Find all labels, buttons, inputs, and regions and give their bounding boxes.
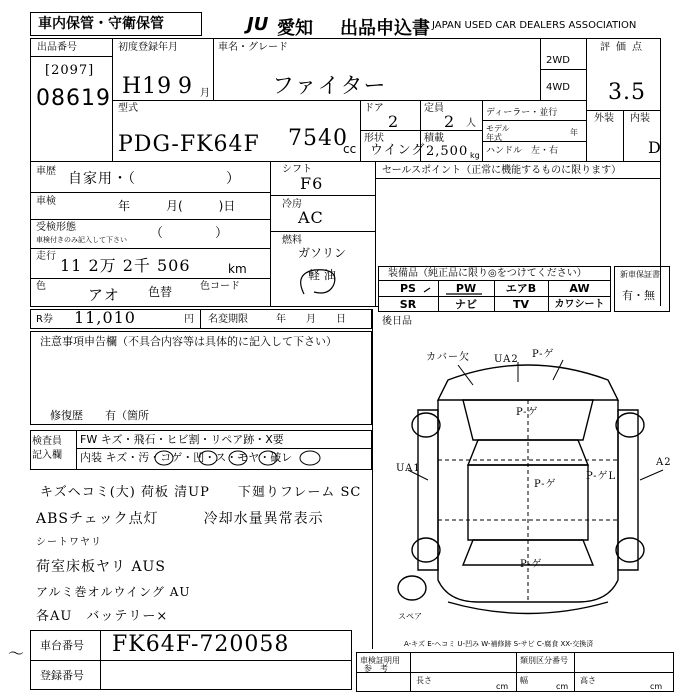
lot-label: 出品番号 xyxy=(37,42,77,53)
annotation-pg-2: P-ゲ xyxy=(516,407,539,418)
front-outline xyxy=(438,365,618,400)
displacement-value: 7540 xyxy=(288,126,348,151)
form-title: 出品申込書 xyxy=(340,18,430,39)
wheel-rear-left xyxy=(412,538,440,562)
rule xyxy=(30,248,270,249)
interior-value: D xyxy=(648,138,662,157)
annotation-pg-1: P-ゲ xyxy=(532,349,555,360)
fuel-circle-mark xyxy=(284,264,374,304)
lot-number: 08619 xyxy=(36,86,111,111)
equipment-label: 装備品（純正品に限り◎をつけてください） xyxy=(388,268,587,279)
rule xyxy=(30,219,270,220)
note-line-1: キズヘコミ(大) 荷板 清UP 下廻りフレーム SC xyxy=(40,485,362,500)
model-value: PDG-FK64F xyxy=(118,132,260,157)
name-grade-value: ファイター xyxy=(272,74,387,99)
equip-ps: PS xyxy=(400,282,416,295)
note-line-3: シートワヤリ xyxy=(36,537,102,548)
interior-row: 内装 キズ・汚・コゲ・凹・ス・モヤ・破レ xyxy=(80,451,293,464)
arrow xyxy=(553,360,563,380)
capacity-label: 定員 xyxy=(424,103,444,114)
rear-bumper xyxy=(448,602,608,614)
note-line-2: ABSチェック点灯 冷却水量異常表示 xyxy=(36,511,324,527)
handle-label: ハンドル 左・右 xyxy=(486,146,559,156)
interior-circles xyxy=(150,448,370,468)
rule xyxy=(360,130,482,131)
usage-label: 車歴 xyxy=(36,166,56,177)
length-label: 長さ xyxy=(416,676,432,685)
accepted-label: 受検形態 xyxy=(36,222,76,233)
cert-label: 車検証明用 xyxy=(360,656,400,665)
note-line-4: 荷室床板ヤリ AUS xyxy=(36,559,166,575)
rule xyxy=(30,38,660,39)
fw-row: FW キズ・飛石・ヒビ割・リペア跡・X要 xyxy=(80,433,284,446)
wheel-front-left xyxy=(412,413,440,437)
inspection-label: 車検 xyxy=(36,196,56,207)
first-reg-month: 9 xyxy=(178,74,193,99)
year-unit: 年 xyxy=(570,128,578,137)
fuel-alt: 軽 油 xyxy=(308,268,336,282)
rating-value: 3.5 xyxy=(608,80,646,105)
name-grade-label: 車名・グレード xyxy=(218,42,288,53)
inspector-label: 検査員 xyxy=(32,436,62,447)
fuel-value: ガソリン xyxy=(298,246,347,260)
color-value: アオ xyxy=(88,286,120,304)
rule xyxy=(482,120,586,121)
recycle-value: 11,010 xyxy=(74,308,136,327)
rule xyxy=(30,56,112,57)
rule xyxy=(270,195,375,196)
length-unit: cm xyxy=(496,682,509,691)
ac-label: 冷房 xyxy=(282,199,302,210)
month-unit: 月 xyxy=(200,88,210,99)
equip-leather-seat: カワシート xyxy=(554,299,605,310)
rule xyxy=(270,231,375,232)
displacement-unit: cc xyxy=(343,142,357,156)
circle-stroke xyxy=(301,270,335,294)
equip-navi: ナビ xyxy=(455,298,477,311)
payload-unit: kg xyxy=(470,151,480,160)
yen-unit: 円 xyxy=(184,314,194,325)
equip-pw: PW xyxy=(455,282,477,295)
recycle-label: R券 xyxy=(36,314,53,325)
association-name: JAPAN USED CAR DEALERS ASSOCIATION xyxy=(432,20,637,31)
entry-label: 記入欄 xyxy=(32,450,62,461)
wheel-front-right xyxy=(616,413,644,437)
mileage-unit: km xyxy=(228,262,247,276)
repair-label: 修復歴 有（箇所 xyxy=(50,409,149,422)
circle-mark xyxy=(199,451,217,465)
rule xyxy=(30,306,378,307)
drive-2wd: 2WD xyxy=(546,55,570,66)
drive-4wd: 4WD xyxy=(546,82,570,93)
shift-value: F6 xyxy=(300,174,324,193)
equipment-marks xyxy=(400,280,490,298)
color-change: 色替 xyxy=(148,285,173,299)
shape-value: ウイング xyxy=(370,143,426,158)
vehicle-diagram xyxy=(378,340,678,630)
shift-label: シフト xyxy=(282,164,312,175)
note-line-5: アルミ巻オルウイング AU xyxy=(36,585,191,599)
rule xyxy=(540,69,586,70)
rating-label: 評価点 xyxy=(600,42,648,53)
spare-wheel xyxy=(398,576,426,600)
annotation-pg-3: P-ゲ xyxy=(534,479,557,490)
model-year-label: モデル年式 xyxy=(486,124,510,142)
annotation-a2: A2 xyxy=(656,457,672,468)
capacity-value: 2 xyxy=(444,112,456,131)
annotation-pg-4: P-ゲ xyxy=(520,559,543,570)
warranty-label: 新車保証書 xyxy=(620,270,660,279)
rule xyxy=(112,100,586,101)
equip-sr: SR xyxy=(399,298,417,311)
rule xyxy=(372,309,373,649)
circle-mark xyxy=(259,451,277,465)
mileage-label: 走行 xyxy=(36,251,56,262)
lot-bracket: [2097] xyxy=(45,63,95,78)
reg-label: 登録番号 xyxy=(40,669,84,682)
later-label: 後日品 xyxy=(382,316,412,327)
annotation-ua1: UA1 xyxy=(396,463,421,474)
spare-label: スペア xyxy=(398,612,422,621)
doors-value: 2 xyxy=(388,112,400,131)
ju-logo: JU xyxy=(247,14,269,35)
ac-value: AC xyxy=(298,208,324,227)
circle-mark xyxy=(300,451,320,465)
capacity-unit: 人 xyxy=(466,118,476,129)
model-label: 型式 xyxy=(118,103,138,114)
payload-label: 積載 xyxy=(424,133,444,144)
rule xyxy=(30,161,660,162)
rule xyxy=(270,161,271,306)
storage-label: 車内保管・守衛保管 xyxy=(38,16,164,32)
annotation-pgl: P-ゲL xyxy=(586,471,617,482)
rule xyxy=(30,660,352,661)
first-reg-era: H19 xyxy=(122,74,173,99)
rule xyxy=(482,100,483,161)
doors-label: ドア xyxy=(364,103,384,114)
rule xyxy=(375,161,376,306)
rule xyxy=(213,38,214,100)
height-label: 高さ xyxy=(580,676,596,685)
circle-mark xyxy=(155,451,173,465)
payload-value: 2,500 xyxy=(426,144,469,159)
interior-label: 内装 xyxy=(630,113,650,124)
name-change-value: 年 月 日 xyxy=(276,314,346,325)
annotation-cover-missing: カバー欠 xyxy=(426,352,470,363)
rule xyxy=(30,38,31,306)
ps-check xyxy=(424,288,430,292)
wheel-rear-right xyxy=(616,538,644,562)
rule xyxy=(76,430,77,470)
width-unit: cm xyxy=(556,682,569,691)
rule xyxy=(30,192,270,193)
inspection-value: 年 月( )日 xyxy=(118,199,236,213)
equip-tv: TV xyxy=(512,298,530,311)
equip-aw: AW xyxy=(569,282,590,295)
rule xyxy=(30,278,270,279)
name-change-label: 名変期限 xyxy=(208,314,248,325)
note-line-6: 各AU バッテリー× xyxy=(36,609,169,624)
warranty-value: 有・無 xyxy=(622,289,655,302)
color-code-label: 色コード xyxy=(200,281,240,292)
shape-label: 形状 xyxy=(364,133,384,144)
brand-name: 愛知 xyxy=(277,18,313,39)
dealer-label: ディーラー・並行 xyxy=(486,108,558,118)
hood xyxy=(463,400,593,440)
exterior-label: 外装 xyxy=(594,113,614,124)
rule xyxy=(200,309,201,329)
sales-point-label: セールスポイント（正常に機能するものに限ります） xyxy=(382,165,622,176)
fuel-label: 燃料 xyxy=(282,235,302,246)
damage-legend: A-キズ E-ヘコミ U-凹み W-補修跡 S-サビ C-腐食 XX-交換済 xyxy=(404,640,594,648)
equip-airbag: エアB xyxy=(505,282,537,295)
rule xyxy=(623,110,624,161)
arrow xyxy=(458,365,473,385)
arrow xyxy=(640,470,663,480)
width-label: 幅 xyxy=(520,676,528,685)
accepted-value: （ ） xyxy=(150,226,229,241)
accepted-note: 車検付きのみ記入して下さい xyxy=(36,236,127,244)
rule xyxy=(586,38,587,161)
usage-value: 自家用・（ ） xyxy=(68,171,241,187)
first-reg-label: 初度登録年月 xyxy=(118,42,178,53)
cert-sub: 参 考 xyxy=(364,664,388,673)
rule xyxy=(375,178,660,179)
mileage-value: 11 2万 2千 506 xyxy=(60,256,191,275)
caution-label: 注意事項申告欄（不具合内容等は具体的に記入して下さい） xyxy=(40,335,337,348)
height-unit: cm xyxy=(650,682,663,691)
class-label: 類別区分番号 xyxy=(520,656,568,665)
chassis-value: FK64F-720058 xyxy=(112,632,290,657)
color-label: 色 xyxy=(36,281,46,292)
rule xyxy=(356,672,674,673)
annotation-ua2: UA2 xyxy=(494,354,519,365)
circle-mark xyxy=(229,451,247,465)
chassis-label: 車台番号 xyxy=(40,639,84,652)
margin-mark: 〜 xyxy=(8,644,25,663)
